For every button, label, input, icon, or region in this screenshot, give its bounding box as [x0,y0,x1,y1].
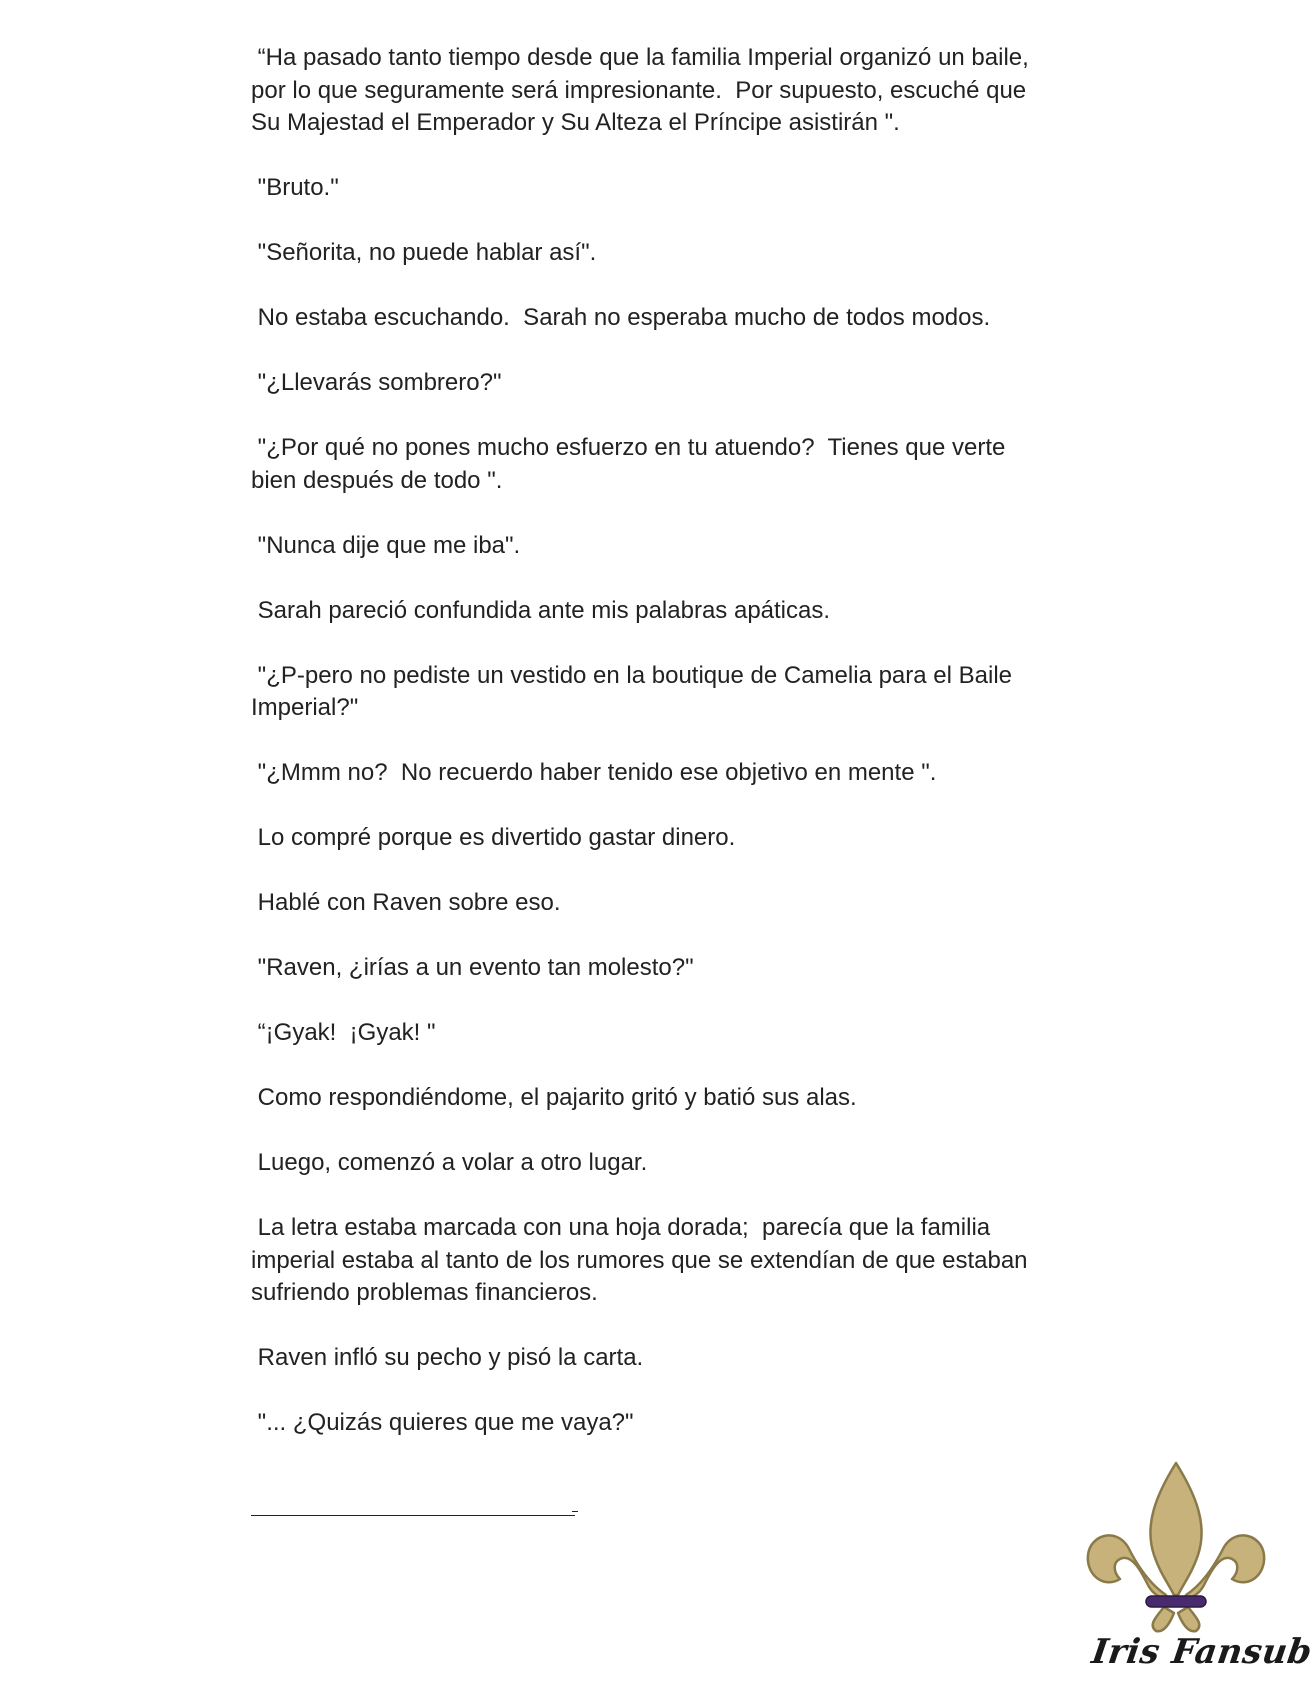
paragraph: "Nunca dije que me iba". [251,531,521,559]
paragraph-gap [251,627,1041,660]
paragraph: "Bruto." [251,174,339,201]
paragraph-gap [251,985,1041,1018]
paragraph: "... ¿Quizás quieres que me vaya?" [251,1409,634,1436]
paragraph-gap [251,1050,1041,1083]
watermark-text: Iris Fansub [1089,1632,1315,1672]
paragraph: Sarah pareció confundida ante mis palabras apáticas. [251,596,831,624]
paragraph-gap [251,1310,1041,1343]
paragraph-gap [251,1375,1041,1408]
paragraph-gap [251,270,1041,303]
paragraph: "¿Llevarás sombrero?" [251,369,502,396]
paragraph: Hablé con Raven sobre eso. [251,889,561,916]
section-divider [251,1515,575,1516]
paragraph-gap [251,497,1041,530]
paragraph-gap [251,920,1041,953]
paragraph-gap [251,790,1041,823]
paragraph: "Señorita, no puede hablar así". [251,239,597,266]
paragraph: "¿Por qué no pones mucho esfuerzo en tu atuendo? Tienes que verte bien después de todo ". [251,434,1013,494]
paragraph-gap [251,335,1041,368]
paragraph: No estaba escuchando. Sarah no esperaba mucho de todos modos. [251,304,991,331]
paragraph-gap [251,1115,1041,1148]
paragraph-gap [251,400,1041,433]
paragraph-gap [251,205,1041,238]
document-body [251,42,1041,1440]
paragraph-gap [251,1180,1041,1213]
paragraph: Lo compré porque es divertido gastar dinero. [251,824,736,851]
paragraph: Luego, comenzó a volar a otro lugar. [251,1149,648,1176]
paragraph-gap [251,140,1041,173]
paragraph: "Raven, ¿irías a un evento tan molesto?" [251,954,694,981]
paragraph: “Ha pasado tanto tiempo desde que la familia Imperial organizó un baile, por lo que seguramente será impresionante. Por supuesto, escuché que Su Majestad el Emperador y Su Alteza el Príncipe asistirán ". [251,44,1036,136]
paragraph: Raven infló su pecho y pisó la carta. [251,1344,644,1371]
paragraph-gap [251,562,1041,595]
paragraph: "¿P-pero no pediste un vestido en la boutique de Camelia para el Baile Imperial?" [251,661,1019,721]
paragraph-gap [251,855,1041,888]
paragraph: La letra estaba marcada con una hoja dorada; parecía que la familia imperial estaba al tanto de los rumores que se extendían de que estaban sufriendo problemas financieros. [251,1214,1035,1306]
paragraph-gap [251,725,1041,758]
section-divider-dash [572,1511,578,1512]
fleur-de-lis-icon [1076,1455,1276,1635]
paragraph: “¡Gyak! ¡Gyak! " [251,1019,436,1046]
paragraph: Como respondiéndome, el pajarito gritó y batió sus alas. [251,1084,857,1111]
paragraph: "¿Mmm no? No recuerdo haber tenido ese objetivo en mente ". [251,759,937,786]
